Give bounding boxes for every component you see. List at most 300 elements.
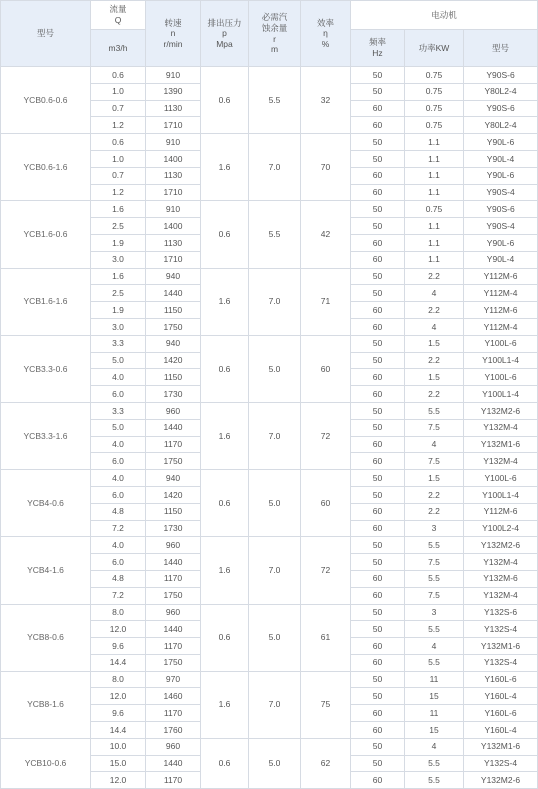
speed-cell: 1420 (146, 352, 201, 369)
header-row-1 (1, 1, 538, 30)
speed-cell: 1750 (146, 587, 201, 604)
model-cell: YCB4-0.6 (1, 470, 91, 537)
header-speed-title: 转速 (164, 17, 182, 28)
motor-model-cell: Y160L-6 (464, 705, 538, 722)
power-cell: 11 (405, 705, 464, 722)
motor-model-cell: Y132M-4 (464, 554, 538, 571)
motor-model-cell: Y160L-4 (464, 688, 538, 705)
power-cell: 1.1 (405, 234, 464, 251)
frequency-cell: 50 (351, 218, 405, 235)
table-row (1, 67, 538, 84)
motor-model-cell: Y100L-6 (464, 470, 538, 487)
power-cell: 0.75 (405, 67, 464, 84)
motor-model-cell: Y100L1-4 (464, 486, 538, 503)
speed-cell: 1400 (146, 150, 201, 167)
motor-model-cell: Y132M2-6 (464, 402, 538, 419)
power-cell: 1.1 (405, 150, 464, 167)
efficiency-cell: 62 (301, 738, 351, 788)
power-cell: 4 (405, 738, 464, 755)
model-cell: YCB0.6-0.6 (1, 67, 91, 134)
power-cell: 0.75 (405, 100, 464, 117)
frequency-cell: 60 (351, 503, 405, 520)
frequency-cell: 60 (351, 520, 405, 537)
motor-model-cell: Y90L-6 (464, 167, 538, 184)
model-cell: YCB3.3-0.6 (1, 335, 91, 402)
efficiency-cell: 71 (301, 268, 351, 335)
motor-model-cell: Y90S-4 (464, 218, 538, 235)
header-motor-model (464, 30, 538, 67)
flow-cell: 1.6 (91, 201, 146, 218)
frequency-cell: 50 (351, 738, 405, 755)
table-row (1, 268, 538, 285)
speed-cell: 1130 (146, 100, 201, 117)
speed-cell: 940 (146, 268, 201, 285)
speed-cell: 960 (146, 537, 201, 554)
header-eff-symbol: η (323, 28, 328, 39)
frequency-cell: 60 (351, 386, 405, 403)
motor-model-cell: Y100L-6 (464, 335, 538, 352)
frequency-cell: 60 (351, 654, 405, 671)
power-cell: 4 (405, 436, 464, 453)
motor-model-cell: Y132S-4 (464, 755, 538, 772)
speed-cell: 1460 (146, 688, 201, 705)
speed-cell: 960 (146, 604, 201, 621)
npsh-cell: 7.0 (249, 402, 301, 469)
power-cell: 15 (405, 688, 464, 705)
frequency-cell: 60 (351, 587, 405, 604)
speed-cell: 1150 (146, 503, 201, 520)
motor-model-cell: Y80L2-4 (464, 117, 538, 134)
pressure-cell: 1.6 (201, 671, 249, 738)
motor-model-cell: Y132S-6 (464, 604, 538, 621)
motor-model-cell: Y132M-4 (464, 587, 538, 604)
motor-model-cell: Y132M1-6 (464, 738, 538, 755)
header-speed-unit: r/min (163, 38, 183, 49)
power-cell: 5.5 (405, 402, 464, 419)
speed-cell: 1730 (146, 386, 201, 403)
flow-cell: 1.2 (91, 184, 146, 201)
speed-cell: 1440 (146, 554, 201, 571)
header-pressure (201, 1, 249, 67)
npsh-cell: 7.0 (249, 134, 301, 201)
npsh-cell: 5.0 (249, 604, 301, 671)
speed-cell: 940 (146, 470, 201, 487)
motor-model-cell: Y132M2-6 (464, 537, 538, 554)
motor-model-cell: Y160L-6 (464, 671, 538, 688)
power-cell: 5.5 (405, 772, 464, 789)
flow-cell: 1.9 (91, 302, 146, 319)
flow-cell: 5.0 (91, 352, 146, 369)
motor-model-cell: Y90S-4 (464, 184, 538, 201)
efficiency-cell: 32 (301, 67, 351, 134)
header-freq-title: 频率 (368, 37, 386, 48)
flow-cell: 6.0 (91, 486, 146, 503)
speed-cell: 1440 (146, 285, 201, 302)
speed-cell: 910 (146, 67, 201, 84)
power-cell: 0.75 (405, 83, 464, 100)
flow-cell: 3.0 (91, 318, 146, 335)
frequency-cell: 60 (351, 722, 405, 739)
pressure-cell: 1.6 (201, 537, 249, 604)
efficiency-cell: 61 (301, 604, 351, 671)
power-cell: 1.5 (405, 369, 464, 386)
header-pressure-title: 排出压力 (207, 17, 242, 28)
motor-model-cell: Y112M-6 (464, 302, 538, 319)
power-cell: 4 (405, 638, 464, 655)
npsh-cell: 5.0 (249, 738, 301, 788)
efficiency-cell: 72 (301, 402, 351, 469)
flow-cell: 14.4 (91, 722, 146, 739)
flow-cell: 3.3 (91, 402, 146, 419)
frequency-cell: 50 (351, 755, 405, 772)
frequency-cell: 50 (351, 604, 405, 621)
frequency-cell: 50 (351, 285, 405, 302)
power-cell: 1.5 (405, 335, 464, 352)
pressure-cell: 0.6 (201, 738, 249, 788)
header-model (1, 1, 91, 67)
model-cell: YCB8-1.6 (1, 671, 91, 738)
efficiency-cell: 42 (301, 201, 351, 268)
speed-cell: 910 (146, 201, 201, 218)
pressure-cell: 1.6 (201, 268, 249, 335)
npsh-cell: 5.5 (249, 67, 301, 134)
model-cell: YCB1.6-1.6 (1, 268, 91, 335)
frequency-cell: 60 (351, 318, 405, 335)
header-flow-unit (91, 30, 146, 67)
speed-cell: 960 (146, 738, 201, 755)
motor-model-cell: Y90L-4 (464, 150, 538, 167)
flow-cell: 4.8 (91, 503, 146, 520)
power-cell: 7.5 (405, 453, 464, 470)
speed-cell: 1150 (146, 369, 201, 386)
motor-model-cell: Y80L2-4 (464, 83, 538, 100)
power-cell: 0.75 (405, 201, 464, 218)
efficiency-cell: 75 (301, 671, 351, 738)
header-power (405, 30, 464, 67)
power-cell: 2.2 (405, 386, 464, 403)
frequency-cell: 50 (351, 150, 405, 167)
power-cell: 7.5 (405, 554, 464, 571)
npsh-cell: 5.5 (249, 201, 301, 268)
header-npsh-symbol: r (273, 33, 276, 44)
frequency-cell: 60 (351, 117, 405, 134)
power-cell: 1.5 (405, 470, 464, 487)
motor-model-cell: Y90S-6 (464, 201, 538, 218)
model-cell: YCB8-0.6 (1, 604, 91, 671)
power-cell: 1.1 (405, 251, 464, 268)
model-cell: YCB3.3-1.6 (1, 402, 91, 469)
table-row (1, 470, 538, 487)
header-efficiency (301, 1, 351, 67)
power-cell: 1.1 (405, 218, 464, 235)
speed-cell: 1130 (146, 167, 201, 184)
flow-cell: 1.9 (91, 234, 146, 251)
motor-model-cell: Y112M-4 (464, 318, 538, 335)
flow-cell: 2.5 (91, 285, 146, 302)
speed-cell: 1440 (146, 621, 201, 638)
flow-cell: 6.0 (91, 453, 146, 470)
motor-model-cell: Y100L1-4 (464, 352, 538, 369)
model-cell: YCB10-0.6 (1, 738, 91, 788)
frequency-cell: 50 (351, 621, 405, 638)
frequency-cell: 60 (351, 234, 405, 251)
power-cell: 11 (405, 671, 464, 688)
power-cell: 5.5 (405, 537, 464, 554)
flow-cell: 4.0 (91, 470, 146, 487)
motor-model-cell: Y90L-6 (464, 234, 538, 251)
header-frequency (351, 30, 405, 67)
motor-model-cell: Y100L-6 (464, 369, 538, 386)
header-pressure-unit: Mpa (216, 38, 233, 49)
header-flow (91, 1, 146, 30)
motor-model-cell: Y112M-4 (464, 285, 538, 302)
motor-model-cell: Y132M2-6 (464, 772, 538, 789)
frequency-cell: 50 (351, 554, 405, 571)
flow-cell: 6.0 (91, 554, 146, 571)
header-npsh-title-1: 必需汽 (261, 12, 288, 23)
frequency-cell: 50 (351, 470, 405, 487)
frequency-cell: 60 (351, 705, 405, 722)
table-row (1, 335, 538, 352)
power-cell: 5.5 (405, 570, 464, 587)
header-npsh (249, 1, 301, 67)
frequency-cell: 50 (351, 537, 405, 554)
flow-cell: 4.8 (91, 570, 146, 587)
speed-cell: 1170 (146, 772, 201, 789)
motor-model-cell: Y132M-4 (464, 419, 538, 436)
pressure-cell: 1.6 (201, 134, 249, 201)
motor-model-cell: Y132M1-6 (464, 436, 538, 453)
flow-cell: 4.0 (91, 537, 146, 554)
speed-cell: 1710 (146, 117, 201, 134)
efficiency-cell: 70 (301, 134, 351, 201)
frequency-cell: 50 (351, 486, 405, 503)
power-cell: 7.5 (405, 419, 464, 436)
power-cell: 2.2 (405, 302, 464, 319)
motor-model-cell: Y112M-6 (464, 268, 538, 285)
frequency-cell: 50 (351, 67, 405, 84)
flow-cell: 3.3 (91, 335, 146, 352)
speed-cell: 1730 (146, 520, 201, 537)
flow-cell: 10.0 (91, 738, 146, 755)
motor-model-cell: Y90S-6 (464, 100, 538, 117)
speed-cell: 1130 (146, 234, 201, 251)
frequency-cell: 50 (351, 268, 405, 285)
speed-cell: 1750 (146, 654, 201, 671)
frequency-cell: 60 (351, 100, 405, 117)
header-motor (351, 1, 538, 30)
power-cell: 3 (405, 520, 464, 537)
header-eff-unit: % (321, 38, 330, 49)
power-cell: 15 (405, 722, 464, 739)
flow-cell: 14.4 (91, 654, 146, 671)
flow-cell: 0.7 (91, 167, 146, 184)
npsh-cell: 7.0 (249, 537, 301, 604)
speed-cell: 1170 (146, 638, 201, 655)
header-speed (146, 1, 201, 67)
header-npsh-title-2: 蚀余量 (261, 22, 288, 33)
frequency-cell: 50 (351, 688, 405, 705)
flow-cell: 1.0 (91, 83, 146, 100)
table-row (1, 671, 538, 688)
power-cell: 3 (405, 604, 464, 621)
speed-cell: 1170 (146, 436, 201, 453)
efficiency-cell: 60 (301, 335, 351, 402)
motor-model-cell: Y132M-6 (464, 570, 538, 587)
frequency-cell: 50 (351, 671, 405, 688)
header-flow-symbol: Q (114, 15, 122, 25)
flow-cell: 6.0 (91, 386, 146, 403)
speed-cell: 1750 (146, 453, 201, 470)
motor-model-cell: Y160L-4 (464, 722, 538, 739)
power-cell: 0.75 (405, 117, 464, 134)
speed-cell: 1170 (146, 705, 201, 722)
flow-cell: 1.0 (91, 150, 146, 167)
speed-cell: 1710 (146, 251, 201, 268)
frequency-cell: 50 (351, 201, 405, 218)
model-cell: YCB0.6-1.6 (1, 134, 91, 201)
speed-cell: 1760 (146, 722, 201, 739)
motor-model-cell: Y100L2-4 (464, 520, 538, 537)
frequency-cell: 60 (351, 772, 405, 789)
flow-cell: 9.6 (91, 705, 146, 722)
npsh-cell: 5.0 (249, 470, 301, 537)
header-speed-symbol: n (170, 28, 176, 39)
flow-cell: 8.0 (91, 671, 146, 688)
frequency-cell: 50 (351, 134, 405, 151)
power-cell: 1.1 (405, 167, 464, 184)
speed-cell: 1420 (146, 486, 201, 503)
frequency-cell: 50 (351, 402, 405, 419)
header-eff-title: 效率 (316, 17, 334, 28)
speed-cell: 1440 (146, 419, 201, 436)
efficiency-cell: 72 (301, 537, 351, 604)
npsh-cell: 7.0 (249, 268, 301, 335)
pump-spec-table-body (1, 67, 538, 789)
pressure-cell: 0.6 (201, 67, 249, 134)
power-cell: 5.5 (405, 654, 464, 671)
header-flow-unit-label: m3/h (108, 42, 128, 53)
flow-cell: 9.6 (91, 638, 146, 655)
flow-cell: 12.0 (91, 772, 146, 789)
power-cell: 4 (405, 285, 464, 302)
power-cell: 1.1 (405, 134, 464, 151)
flow-cell: 5.0 (91, 419, 146, 436)
frequency-cell: 60 (351, 638, 405, 655)
power-cell: 2.2 (405, 486, 464, 503)
power-cell: 5.5 (405, 621, 464, 638)
header-model-label: 型号 (36, 28, 54, 39)
speed-cell: 910 (146, 134, 201, 151)
motor-model-cell: Y132S-4 (464, 621, 538, 638)
flow-cell: 4.0 (91, 369, 146, 386)
flow-cell: 1.6 (91, 268, 146, 285)
flow-cell: 12.0 (91, 688, 146, 705)
header-freq-unit: Hz (372, 48, 383, 58)
motor-model-cell: Y90L-6 (464, 134, 538, 151)
flow-cell: 1.2 (91, 117, 146, 134)
frequency-cell: 50 (351, 352, 405, 369)
motor-model-cell: Y100L1-4 (464, 386, 538, 403)
frequency-cell: 50 (351, 83, 405, 100)
pressure-cell: 1.6 (201, 402, 249, 469)
flow-cell: 12.0 (91, 621, 146, 638)
flow-cell: 0.6 (91, 134, 146, 151)
power-cell: 7.5 (405, 587, 464, 604)
frequency-cell: 60 (351, 184, 405, 201)
table-row (1, 604, 538, 621)
model-cell: YCB4-1.6 (1, 537, 91, 604)
power-cell: 2.2 (405, 352, 464, 369)
speed-cell: 970 (146, 671, 201, 688)
speed-cell: 1750 (146, 318, 201, 335)
speed-cell: 1710 (146, 184, 201, 201)
table-row (1, 134, 538, 151)
frequency-cell: 60 (351, 167, 405, 184)
motor-model-cell: Y112M-6 (464, 503, 538, 520)
flow-cell: 8.0 (91, 604, 146, 621)
pressure-cell: 0.6 (201, 201, 249, 268)
frequency-cell: 60 (351, 369, 405, 386)
speed-cell: 1400 (146, 218, 201, 235)
frequency-cell: 60 (351, 436, 405, 453)
frequency-cell: 60 (351, 570, 405, 587)
power-cell: 4 (405, 318, 464, 335)
flow-cell: 7.2 (91, 587, 146, 604)
frequency-cell: 60 (351, 453, 405, 470)
flow-cell: 3.0 (91, 251, 146, 268)
header-flow-title: 流量 (109, 4, 127, 15)
speed-cell: 1440 (146, 755, 201, 772)
power-cell: 2.2 (405, 268, 464, 285)
efficiency-cell: 60 (301, 470, 351, 537)
motor-model-cell: Y132S-4 (464, 654, 538, 671)
pressure-cell: 0.6 (201, 335, 249, 402)
pressure-cell: 0.6 (201, 604, 249, 671)
flow-cell: 7.2 (91, 520, 146, 537)
frequency-cell: 50 (351, 419, 405, 436)
flow-cell: 2.5 (91, 218, 146, 235)
frequency-cell: 60 (351, 302, 405, 319)
npsh-cell: 5.0 (249, 335, 301, 402)
table-row (1, 402, 538, 419)
power-cell: 2.2 (405, 503, 464, 520)
motor-model-cell: Y132M1-6 (464, 638, 538, 655)
flow-cell: 15.0 (91, 755, 146, 772)
flow-cell: 4.0 (91, 436, 146, 453)
pressure-cell: 0.6 (201, 470, 249, 537)
power-cell: 5.5 (405, 755, 464, 772)
model-cell: YCB1.6-0.6 (1, 201, 91, 268)
flow-cell: 0.7 (91, 100, 146, 117)
power-cell: 1.1 (405, 184, 464, 201)
table-row (1, 201, 538, 218)
flow-cell: 0.6 (91, 67, 146, 84)
table-row (1, 738, 538, 755)
npsh-cell: 7.0 (249, 671, 301, 738)
motor-model-cell: Y90S-6 (464, 67, 538, 84)
header-power-label: 功率KW (418, 42, 450, 53)
motor-model-cell: Y90L-4 (464, 251, 538, 268)
table-row (1, 537, 538, 554)
frequency-cell: 50 (351, 335, 405, 352)
header-motor-label: 电动机 (431, 9, 457, 20)
speed-cell: 1390 (146, 83, 201, 100)
header-npsh-unit: m (270, 44, 279, 55)
header-pressure-symbol: p (222, 28, 227, 39)
header-motor-model-label: 型号 (492, 42, 510, 53)
motor-model-cell: Y132M-4 (464, 453, 538, 470)
